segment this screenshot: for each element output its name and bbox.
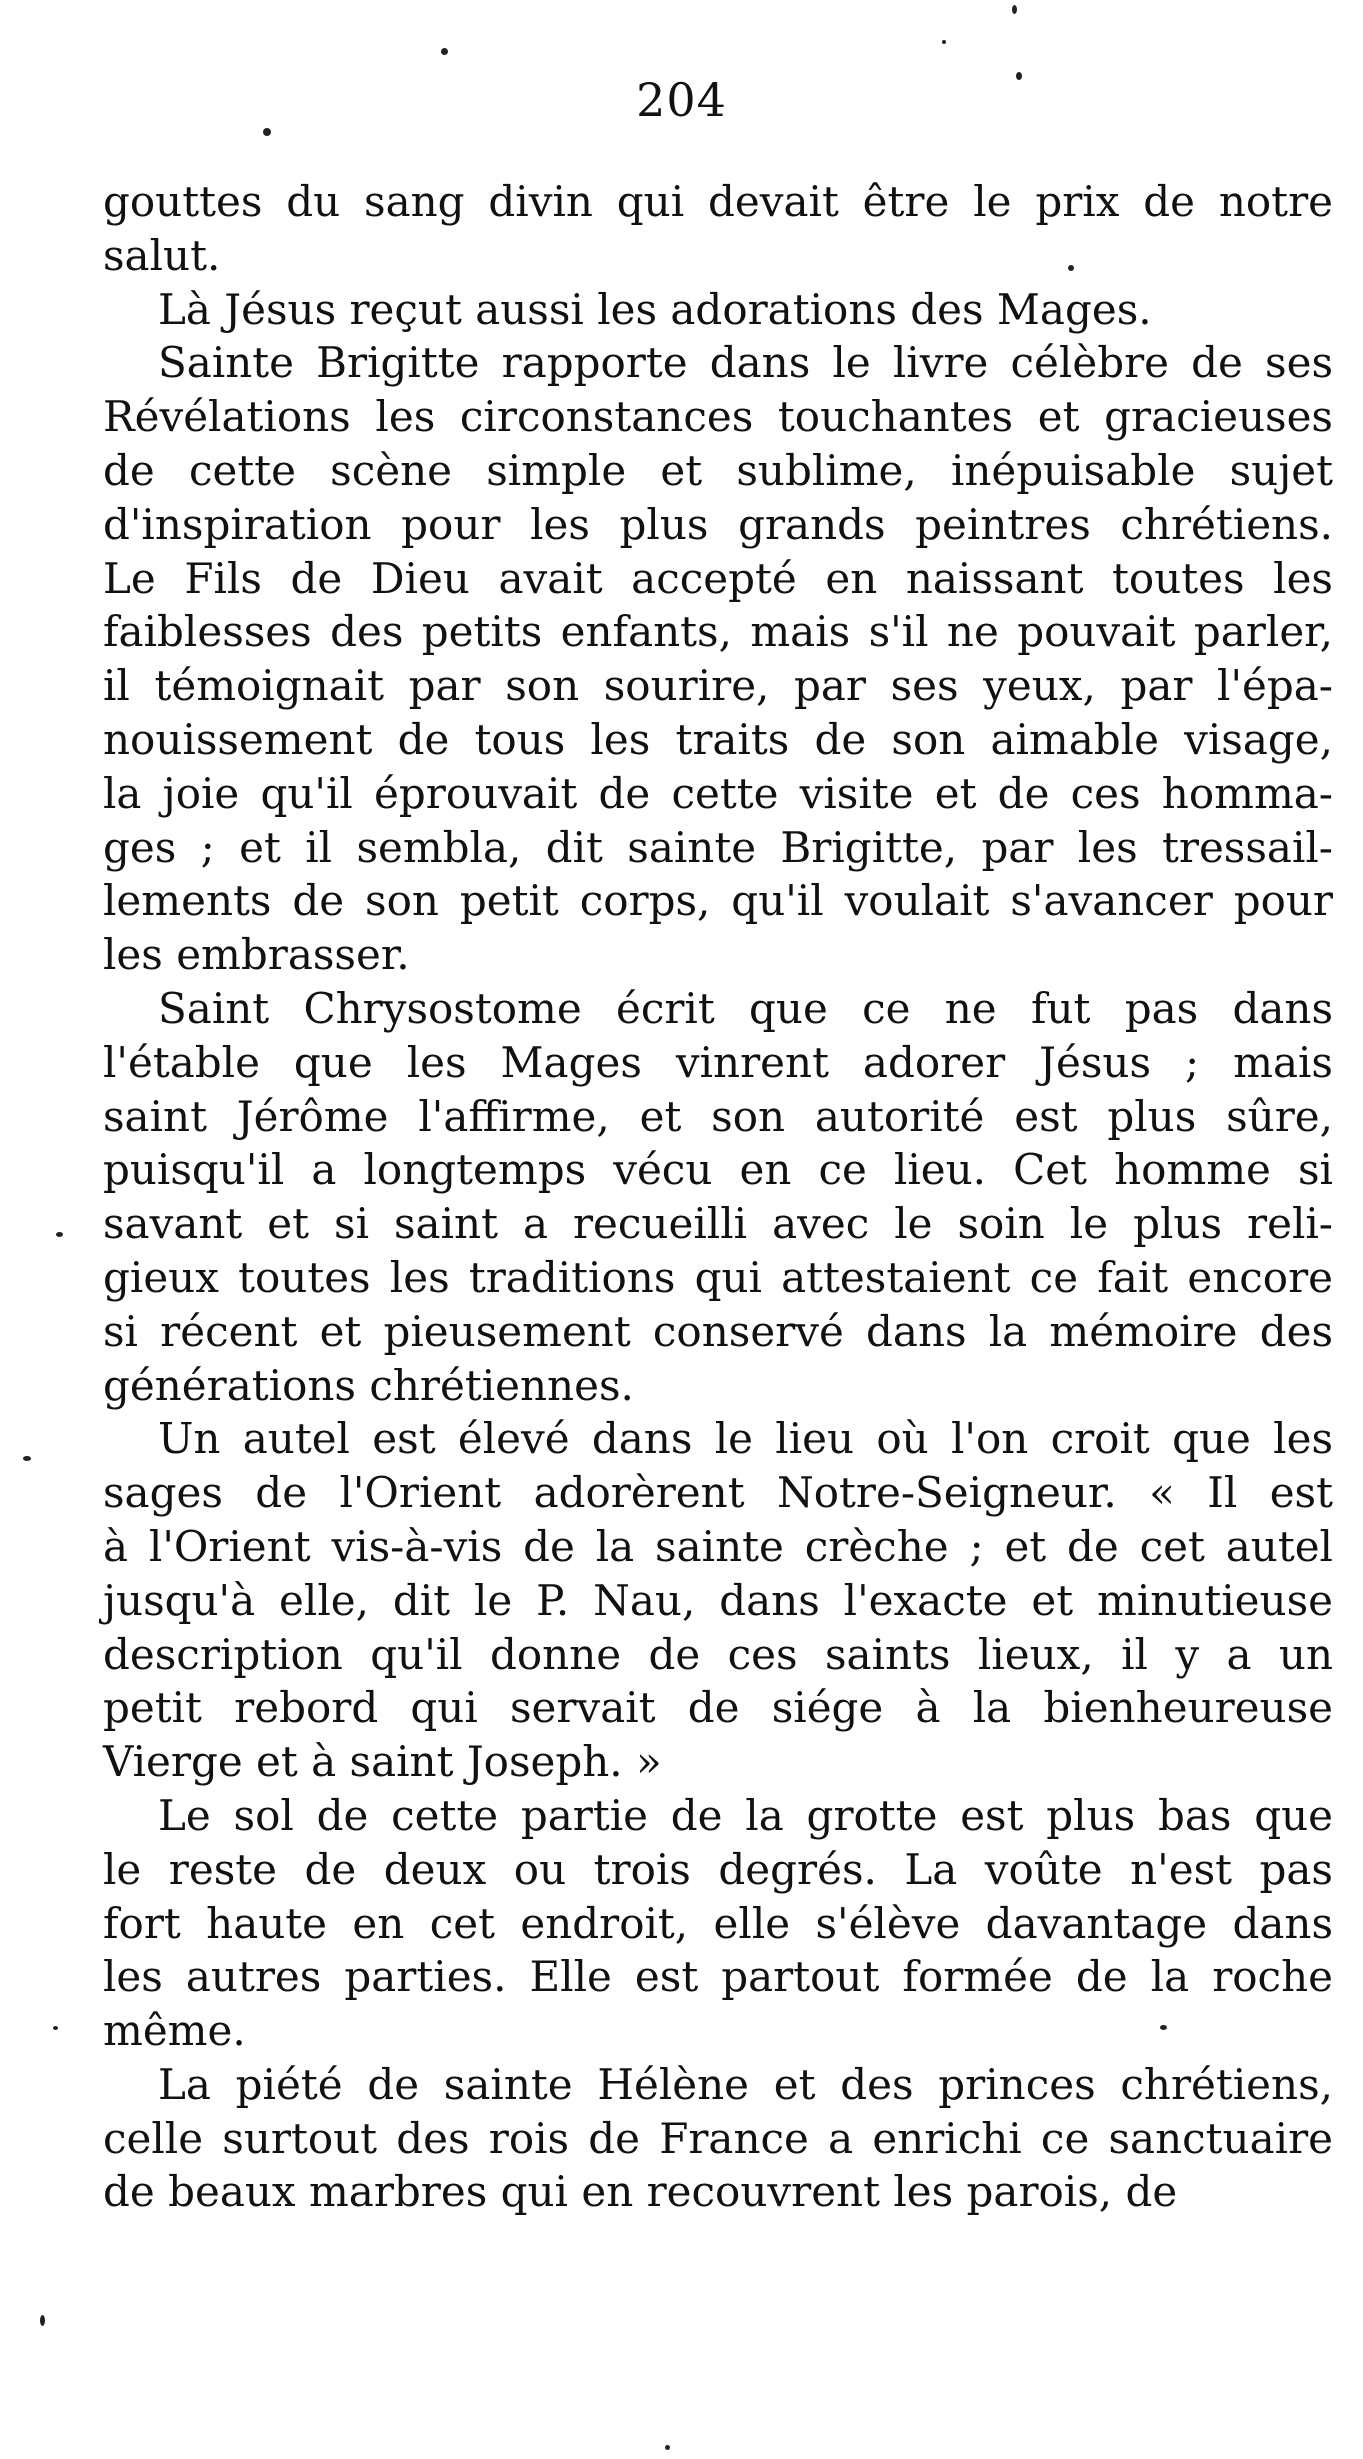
text-line: la joie qu'il éprouvait de cette visite et de ces homma- [103, 768, 1333, 818]
text-line: Vierge et à saint Joseph. » [103, 1737, 662, 1787]
scan-speck [1068, 265, 1074, 271]
scan-speck [1160, 2025, 1167, 2030]
text-line: Là Jésus reçut aussi les adorations des Mages. [158, 284, 1152, 334]
text-line: il témoignait par son sourire, par ses yeux, par l'épa- [103, 661, 1333, 711]
text-line: celle surtout des rois de France a enrichi ce sanctuaire [103, 2113, 1333, 2163]
text-line: jusqu'à elle, dit le P. Nau, dans l'exacte et minutieuse [103, 1575, 1333, 1625]
text-line: sages de l'Orient adorèrent Notre-Seigneur. « Il est [103, 1468, 1333, 1518]
text-line: même. [103, 2006, 246, 2056]
scan-speck [1016, 72, 1022, 80]
text-line: les embrasser. [103, 930, 410, 980]
text-line: description qu'il donne de ces saints lieux, il y a un [103, 1629, 1333, 1679]
text-line: fort haute en cet endroit, elle s'élève davantage dans [103, 1898, 1333, 1948]
text-line: Le sol de cette partie de la grotte est plus bas que [158, 1790, 1333, 1840]
scan-speck [56, 1232, 63, 1237]
scan-speck [53, 2026, 58, 2030]
text-line: Un autel est élevé dans le lieu où l'on croit que les [158, 1414, 1333, 1464]
text-line: salut. [103, 230, 221, 280]
text-line: d'inspiration pour les plus grands peintres chrétiens. [103, 499, 1333, 549]
text-line: savant et si saint a recueilli avec le soin le plus reli- [103, 1199, 1333, 1249]
scan-speck [441, 48, 448, 55]
page-number: 204 [636, 73, 727, 127]
scan-speck [23, 1456, 31, 1461]
text-line: La piété de sainte Hélène et des princes chrétiens, [158, 2059, 1333, 2109]
text-line: gieux toutes les traditions qui attestaient ce fait encore [103, 1252, 1333, 1302]
text-line: de beaux marbres qui en recouvrent les parois, de [103, 2167, 1178, 2217]
text-line: les autres parties. Elle est partout formée de la roche [103, 1952, 1333, 2002]
body-text [103, 175, 1333, 2219]
text-line: lements de son petit corps, qu'il voulait s'avancer pour [103, 876, 1333, 926]
scan-speck [263, 128, 271, 136]
text-line: le reste de deux ou trois degrés. La voûte n'est pas [103, 1844, 1333, 1894]
text-line: saint Jérôme l'affirme, et son autorité est plus sûre, [103, 1091, 1333, 1141]
text-line: ges ; et il sembla, dit sainte Brigitte, par les tressail- [103, 822, 1333, 872]
scan-speck [1012, 5, 1017, 14]
text-line: à l'Orient vis-à-vis de la sainte crèche ; et de cet autel [103, 1521, 1333, 1571]
text-line: si récent et pieusement conservé dans la mémoire des [103, 1306, 1333, 1356]
text-line: petit rebord qui servait de siége à la bienheureuse [103, 1683, 1333, 1733]
text-line: Révélations les circonstances touchantes et gracieuses [103, 392, 1333, 442]
text-line: faiblesses des petits enfants, mais s'il ne pouvait parler, [103, 607, 1333, 657]
text-line: Sainte Brigitte rapporte dans le livre célèbre de ses [158, 338, 1333, 388]
text-line: nouissement de tous les traits de son aimable visage, [103, 714, 1333, 764]
text-line: générations chrétiennes. [103, 1360, 634, 1410]
scan-speck [40, 2315, 45, 2326]
scan-speck [665, 2445, 670, 2450]
scan-speck [942, 40, 946, 44]
text-line: Saint Chrysostome écrit que ce ne fut pas dans [158, 983, 1333, 1033]
text-line: l'étable que les Mages vinrent adorer Jésus ; mais [103, 1037, 1333, 1087]
text-line: puisqu'il a longtemps vécu en ce lieu. Cet homme si [103, 1145, 1333, 1195]
text-line: gouttes du sang divin qui devait être le prix de notre [103, 177, 1333, 226]
text-line: Le Fils de Dieu avait accepté en naissant toutes les [103, 553, 1333, 603]
text-line: de cette scène simple et sublime, inépuisable sujet [103, 445, 1333, 495]
